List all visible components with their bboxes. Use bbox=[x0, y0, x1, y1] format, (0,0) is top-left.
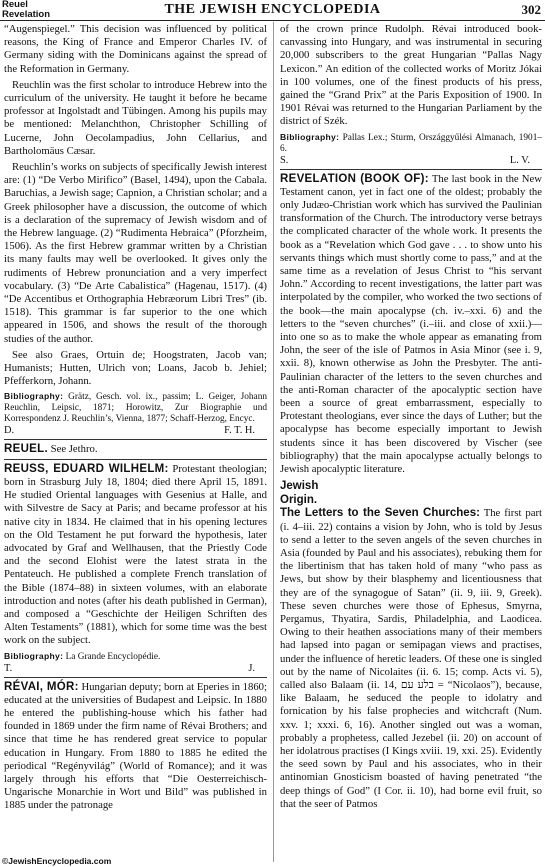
letters-text: The first part (i. 4–iii. 22) contains a vision by John, who is told by Jesus to send a letter to the seven angels of the seven churches in Asia (founded by Paul and his associates), rebuking them for the libertinism that has taken hold of many “who pass as Jews, but show by their blasphemy and licentiousness that they are of the synagogue of Satan” (ii. 9, iii. 9, Greek). These seven churches were those of Ephesus, Smyrna, Pergamus, Thyatira, Sardis, Philadelphia, and Laodicea. Owing to their heathen associations many of their members had lapsed into pagan or semipagan views and practises, under the influence of heretic leaders. Of these one is singled out by the name of Nicolaites (ii. 6. 15; comp. Acts vi. 5), called also Balaam (ii. 14, בלע עם = “Nicolaos”), because, like Balaam, he seduced the people to idolatry and fornication by his false prophecies and witchcraft (Num. xxv. 1; xxxi. 6, 16). Another singled out was a woman, probably a prophetess, called Jezebel (ii. 20) on account of her idolatrous practises (I Kings xviii. 19, xxi. 25). Evidently the seed sown by Paul and his associates, who in their antinomian Gnosticism boasted of having penetrated “the deep things of God” (I Cor. ii. 10), had borne evil fruit, so that the seer of Patmos bbox=[280, 507, 543, 810]
bibliography-text: Grätz, Gesch. vol. ix., passim; L. Geiger, Johann Reuchlin, Leipsic, 1871; Horowitz, Zur Biographie und Korrespondenz J. Reuchlin’s, Vienna, 1877; Schaff-Herzog, Encyc. bbox=[4, 392, 267, 425]
signature-right: L. V. bbox=[509, 154, 530, 166]
bibliography-label: Bibliography: bbox=[4, 391, 64, 402]
bibliography-label: Bibliography: bbox=[280, 131, 340, 142]
sidehead-jewish-origin: Jewish Origin. bbox=[280, 480, 319, 507]
bibliography-revai bbox=[280, 132, 542, 155]
reuss-text: Protestant theologian; born in Strasburg July 18, 1804; died there April 15, 1891. He studied Oriental languages with Gesenius at Halle, and with Silvestre de Sacy at Paris; and became professor at his native city in 1834. He claimed that in his opening lectures on the Old Testament he put forward the hypothesis, later advocated by Graf and Wellhausen, that the Priestly Code and the second Elohist were the latest strata in the Pentateuch. He published a complete French translation of the Bible (1874–88) in sixteen volumes, with an elaborate introduction and notes (after his death published in German), and composed a “Geschichte der Heiligen Schriften des Alten Testaments” (1881), which for some time was the best work on the subject. bbox=[4, 462, 268, 647]
signature-right: J. bbox=[248, 662, 255, 674]
running-head-last: Revelation bbox=[2, 8, 51, 20]
signature-left: S. bbox=[280, 154, 289, 166]
entry-title-revelation: REVELATION (BOOK OF): bbox=[280, 172, 429, 185]
reuel-text: See Jethro. bbox=[50, 443, 98, 456]
copyright-footer: ©JewishEncyclopedia.com bbox=[2, 856, 112, 866]
header-rule bbox=[0, 20, 545, 21]
bibliography-reuss bbox=[4, 651, 267, 663]
entry-rule bbox=[4, 459, 267, 460]
running-head-first: Reuel bbox=[2, 0, 28, 10]
entry-rule bbox=[4, 677, 267, 678]
left-column bbox=[4, 23, 267, 813]
signature-right: F. T. H. bbox=[224, 425, 255, 437]
signature-left: D. bbox=[4, 425, 15, 437]
revai-entry bbox=[4, 681, 267, 813]
signature-left: T. bbox=[4, 662, 13, 674]
column-divider bbox=[273, 22, 274, 862]
revelation-text: The last book in the New Testament canon, yet in fact one of the oldest; probably the only Judæo-Christian work which has survived the Paulinian transformation of the Church. The introductory verse betrays the complicated character of the whole work. It presents the book as a “Revelation which God gave . . . to show unto his servants things which must shortly come to pass,” and at the same time as a revelation of Jesus Christ to “his servant John.” According to recent investigations, the latter part was interpolated by the compiler, who worked the two sections of the book—the main apocalypse (ch. iv.–xxi. 6) and the letters to the “seven churches” (i.–iii. and close of xxii.)—into one so as to make the whole appear as emanating from John, the seer of the isle of Patmos in Asia Minor (see i. 9, xxii. 8), known otherwise as John the Presbyter. The anti-Paulinian character of the letters to the seven churches and the anti-Roman character of the apocalyptic section have been a source of great embarrassment, especially to Protestant theologians, ever since the days of Luther; but the apocalypse has become especially important to Jewish students since it has been discovered by Vischer (see bibliography) that the main apocalypse actually belongs to Jewish apocalyptic literature. bbox=[280, 172, 542, 476]
revelation-entry bbox=[280, 173, 542, 477]
entry-rule bbox=[4, 439, 267, 440]
bibliography-text: La Grande Encyclopédie. bbox=[65, 651, 161, 662]
page-number: 302 bbox=[521, 2, 541, 17]
reuel-entry bbox=[4, 443, 267, 456]
signature-reuchlin bbox=[4, 425, 267, 437]
subhead-letters: The Letters to the Seven Churches: bbox=[280, 507, 480, 520]
signature-reuss bbox=[4, 663, 267, 675]
reuchlin-paragraph-2: Reuchlin was the first scholar to introduce Hebrew into the curriculum of the university. He taught it before he became professor at Ingolstadt and Tübingen. Among his pupils may be mentioned: Melanchthon, Christopher Schilling of Lucerne, John Oecolampadius, John Cellarius, and Bartholomäus Cæsar. bbox=[4, 78, 267, 157]
bibliography-text: Pallas Lex.; Sturm, Országgyűlési Almanach, 1901–6. bbox=[280, 132, 543, 154]
entry-title-reuel: REUEL. bbox=[4, 443, 48, 456]
revai-continued: of the crown prince Rudolph. Révai introduced book-canvassing into Hungary, and was instrumental in securing 20,000 subscribers to the great Hungarian “Pallas Nagy Lexicon.” An edition of the collected works of Moritz Jókai in 100 volumes, one of the finest products of his press, gained the “Grand Prix” at the Paris Exposition of 1900. In 1901 Révai was returned to the Hungarian Parliament by the district of Szék. bbox=[280, 23, 542, 128]
bibliography-label: Bibliography: bbox=[4, 650, 64, 661]
reuss-entry bbox=[4, 463, 267, 648]
entry-title-revai: RÉVAI, MÓR: bbox=[4, 680, 79, 693]
page-header bbox=[0, 0, 545, 20]
letters-entry bbox=[280, 507, 542, 811]
entry-title-reuss: REUSS, EDUARD WILHELM: bbox=[4, 462, 169, 475]
bibliography-reuchlin bbox=[4, 391, 267, 425]
right-column bbox=[280, 23, 542, 811]
signature-revai bbox=[280, 155, 542, 167]
entry-rule bbox=[280, 169, 542, 170]
reuchlin-paragraph-1: “Augenspiegel.” This decision was influenced by political reasons, the King of France and Emperor Charles IV. of Germany siding with the Dominicans against the spread of the Reformation in Germany. bbox=[4, 23, 267, 75]
reuchlin-paragraph-3: Reuchlin’s works on subjects of specifically Jewish interest are: (1) “De Verbo Mirifico” (Basel, 1494), upon the Cabala. Baruchias, a Jewish sage; Capnion, a Christian scholar; and a Greek philosopher have a discussion, the outcome of which is a declaration of the supremacy of Jewish wisdom and of the Hebrew language. (2) “Rudimenta Hebraica” (Pforzheim, 1506). As the first Hebrew grammar written by a Christian its many faults may well be overlooked. It gives only the rudiments of Hebrew pronunciation and a very imperfect vocabulary. (3) “De Arte Cabalistica” (Hagenau, 1517). (4) “De Accentibus et Orthographia Hebræorum Libri Tres” (ib. 1518). This grammar is far superior to the one which appeared in 1506, and shows the result of the thorough studies of the author. bbox=[4, 161, 267, 345]
publication-title: THE JEWISH ENCYCLOPEDIA bbox=[164, 2, 381, 17]
see-also-paragraph: See also Graes, Ortuin de; Hoogstraten, Jacob van; Humanists; Hutten, Ulrich von; Loans, Jacob b. Jehiel; Pfefferkorn, Johann. bbox=[4, 348, 267, 388]
revai-text: Hungarian deputy; born at Eperies in 1860; educated at the universities of Budapest and Leipsic. In 1880 he entered the publishing-house which his father had founded in 1869 under the firm name of Révai Brothers; and since that time he has rendered great service to popular education in Hungary. From 1880 to 1885 he edited the periodical “Regényvilág” (World of Romance); and it was largely through his efforts that “Die Oesterreichisch-Ungarische Monarchie in Wort und Bild” was published in 1885 under the patronage bbox=[4, 680, 267, 812]
